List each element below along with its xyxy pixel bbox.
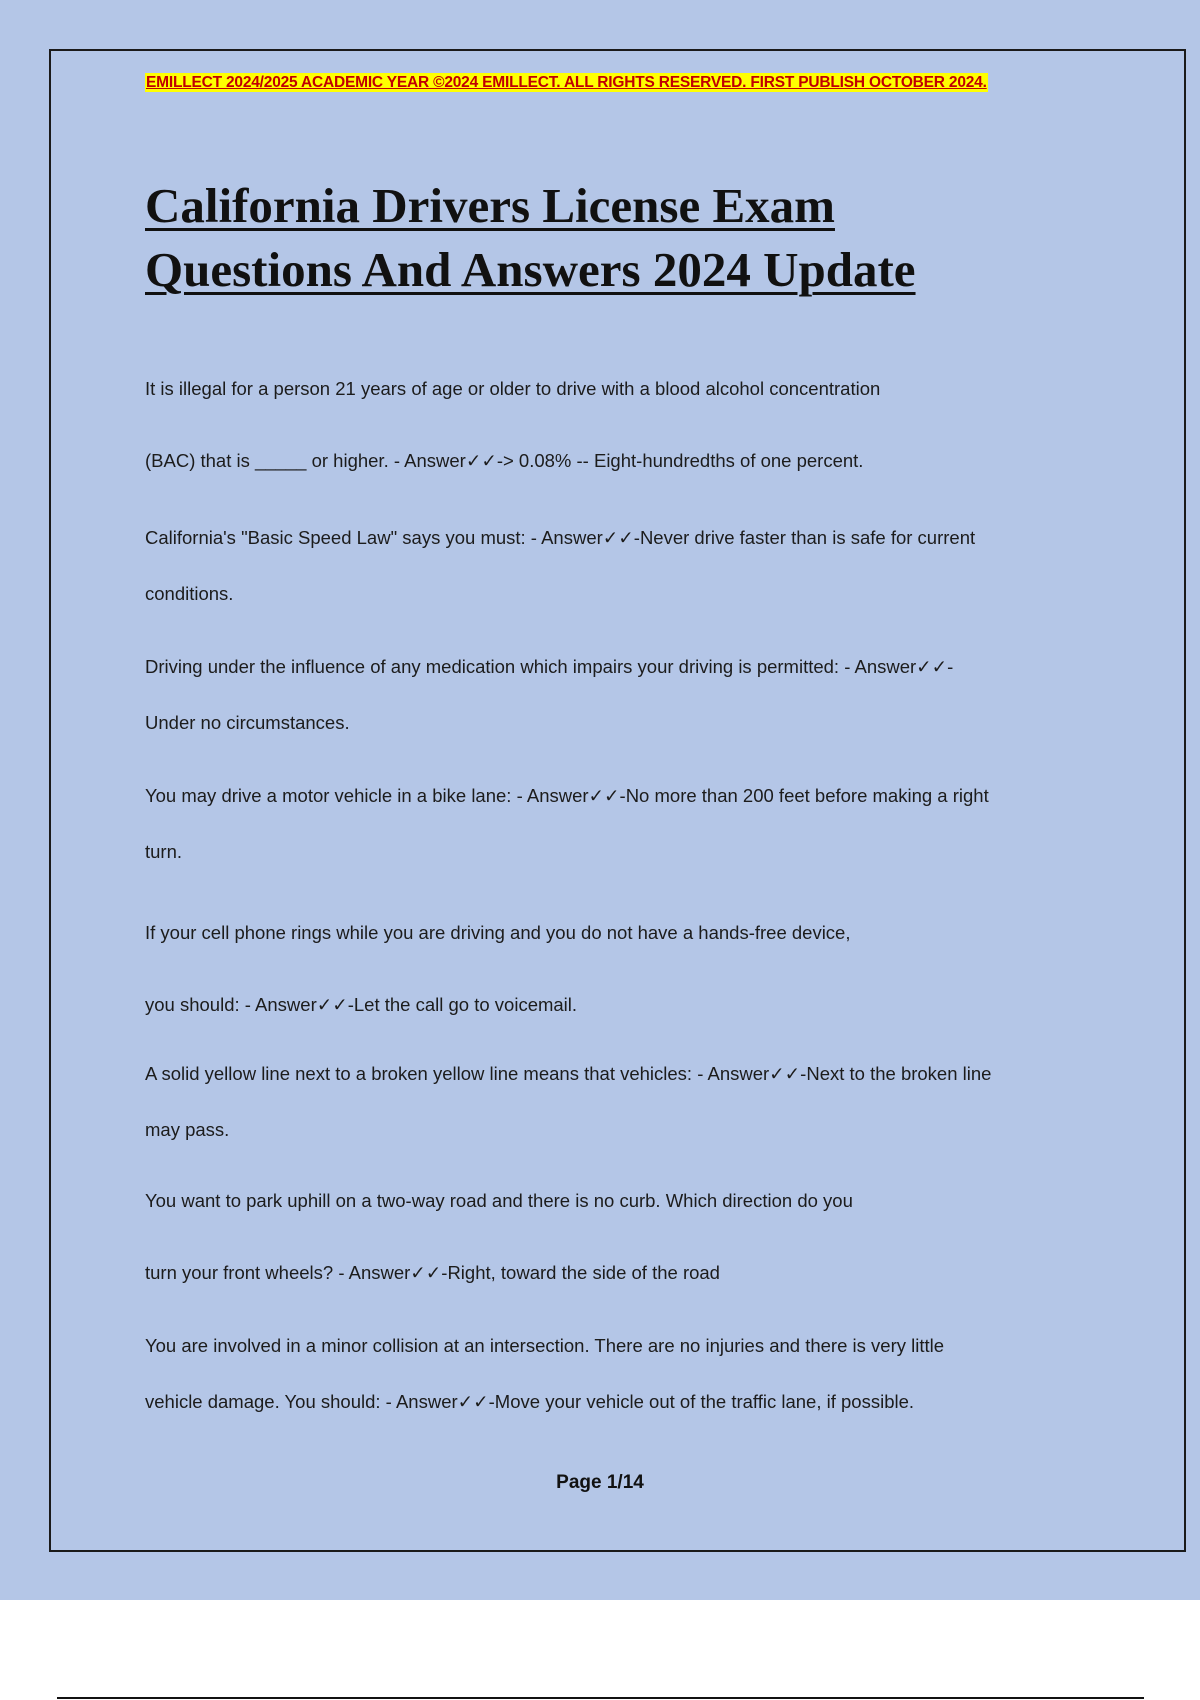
answer-line: conditions. <box>145 583 234 604</box>
qa-item-3 <box>145 639 1105 751</box>
question-line: You may drive a motor vehicle in a bike lane: - Answer✓✓-No more than 200 feet before making a right <box>145 785 989 806</box>
qa-item-6 <box>145 1046 1105 1158</box>
next-page-header-rule <box>57 1697 1144 1699</box>
page-number: Page 1/14 <box>556 1472 644 1493</box>
answer-line: may pass. <box>145 1119 230 1140</box>
document-title <box>145 174 1105 302</box>
title-line-2: Questions And Answers 2024 Update <box>145 242 916 297</box>
qa-item-2 <box>145 510 1105 622</box>
answer-line: (BAC) that is _____ or higher. - Answer✓✓-> 0.08% -- Eight-hundredths of one percent. <box>145 450 864 471</box>
question-line: California's "Basic Speed Law" says you must: - Answer✓✓-Never drive faster than is safe for current <box>145 527 976 548</box>
question-line: It is illegal for a person 21 years of age or older to drive with a blood alcohol concentration <box>145 378 881 399</box>
question-line: Driving under the influence of any medication which impairs your driving is permitted: - Answer✓✓- <box>145 656 954 677</box>
title-line-1: California Drivers License Exam <box>145 178 835 233</box>
qa-item-1 <box>145 361 1105 417</box>
question-line: You are involved in a minor collision at an intersection. There are no injuries and there is very little <box>145 1335 945 1356</box>
question-line: You want to park uphill on a two-way road and there is no curb. Which direction do you <box>145 1190 853 1211</box>
answer-line: Under no circumstances. <box>145 712 350 733</box>
question-line: A solid yellow line next to a broken yellow line means that vehicles: - Answer✓✓-Next to the broken line <box>145 1063 992 1084</box>
copyright-banner: EMILLECT 2024/2025 ACADEMIC YEAR ©2024 EMILLECT. ALL RIGHTS RESERVED. FIRST PUBLISH OCTOBER 2024. <box>146 74 987 91</box>
answer-line: turn. <box>145 841 183 862</box>
qa-item-8 <box>145 1318 1105 1430</box>
qa-item-4 <box>145 768 1105 880</box>
qa-item-5 <box>145 897 1105 1041</box>
qa-item-1-answer <box>145 433 1105 489</box>
answer-line: turn your front wheels? - Answer✓✓-Right, toward the side of the road <box>145 1262 720 1283</box>
answer-line: vehicle damage. You should: - Answer✓✓-Move your vehicle out of the traffic lane, if possible. <box>145 1391 915 1412</box>
qa-item-7 <box>145 1165 1105 1309</box>
answer-line: you should: - Answer✓✓-Let the call go to voicemail. <box>145 994 578 1015</box>
question-line: If your cell phone rings while you are driving and you do not have a hands-free device, <box>145 922 851 943</box>
